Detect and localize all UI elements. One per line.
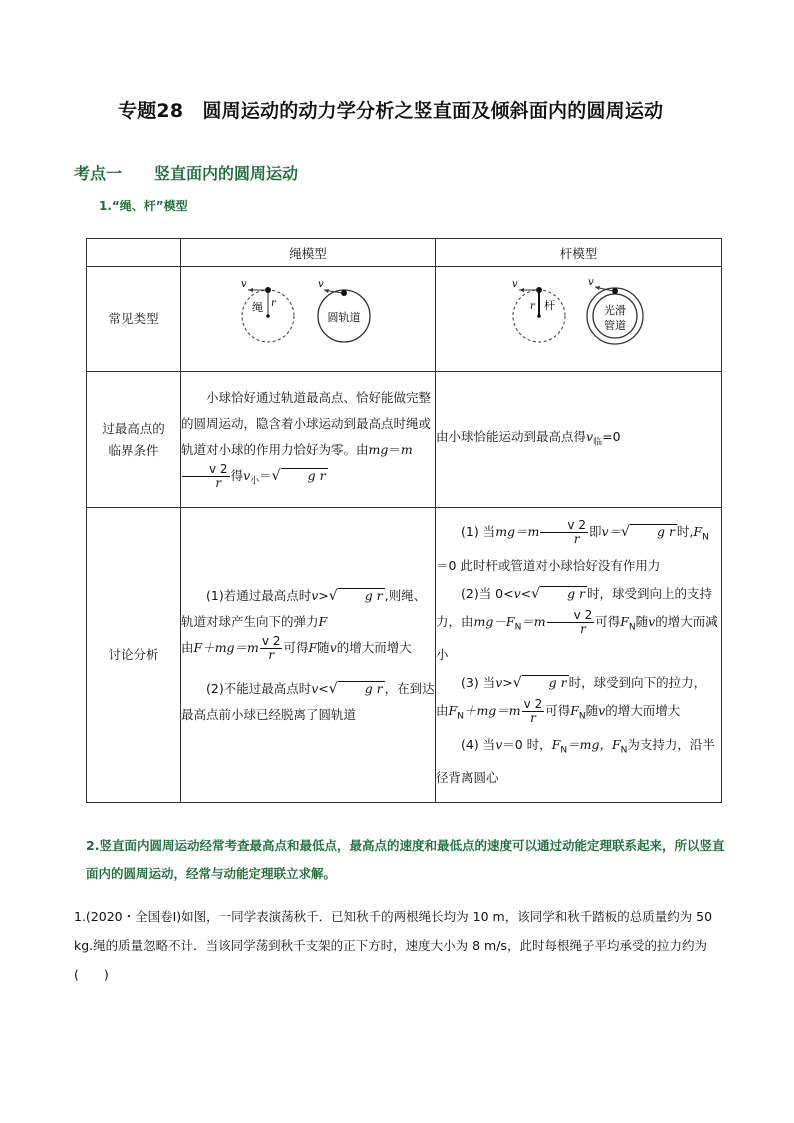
- rope-discussion-p2: 由F＋mg＝m $\frac{v 2}{r}$ 可得F随v的增大而增大: [181, 633, 412, 662]
- rod-label: 杆: [543, 299, 555, 312]
- rope-discussion-p3: (2)不能过最高点时v<√ g r ，在到达最高点前小球已经脱离了圆轨道: [181, 680, 435, 722]
- row-label-critical: [87, 372, 181, 508]
- page-title: 专题28 圆周运动的动力学分析之竖直面及倾斜面内的圆周运动: [118, 100, 664, 122]
- rod-discussion-p3: (3) 当v>√ g r 时，球受到向下的拉力，: [461, 675, 707, 691]
- v-label: v: [511, 279, 518, 290]
- rope-model-diagram: [238, 279, 378, 359]
- row-label-discussion: 讨论分析: [87, 508, 181, 803]
- rod-discussion-p4: (4) 当v＝0 时，$F_N=mg$，$F_N$为支持力，沿半径背离圆心: [436, 736, 715, 785]
- section-note: 2.竖直面内圆周运动经常考查最高点和最低点，最高点的速度和最低点的速度可以通过动能定理联系起来，所以竖直面内的圆周运动，经常与动能定理联立求解。: [86, 838, 725, 881]
- model-table: [86, 238, 722, 803]
- rod-critical-text: 由小球恰能运动到最高点得: [436, 428, 587, 444]
- rope-discussion-cell: [181, 508, 436, 803]
- rope-critical-text: 小球恰好通过轨道最高点、恰好能做完整的圆周运动，隐含着小球运动到最高点时绳或轨道对小球的作用力恰好为零。由: [181, 389, 432, 457]
- sqrt-gr: g r: [281, 468, 328, 483]
- sqrt-icon: √: [328, 680, 338, 697]
- rod-model-diagram: [509, 279, 649, 359]
- sqrt-icon: √: [531, 585, 541, 602]
- rod-discussion-p2: (2)当 0<v<√ g r 时，球受到向上的支持力，由$mg-F_N=m$ $\frac{v 2}{r}$ 可得$F_N$随v的增大而减小: [436, 585, 718, 662]
- sqrt-icon: √: [271, 467, 281, 484]
- center-dot: [266, 314, 270, 318]
- rope-critical-cell: 小球恰好通过轨道最高点、恰好能做完整的圆周运动，隐含着小球运动到最高点时绳或轨道对小球的作用力恰好为零。由mg＝m $\frac{v 2}{r}$ 得$v_小=√$ g r: [181, 372, 436, 508]
- subsection-heading: 1.“绳、杆”模型: [99, 199, 188, 213]
- row-label-critical-line1: 过最高点的: [102, 420, 165, 436]
- section-heading: 考点一 竖直面内的圆周运动: [74, 164, 299, 183]
- r-label: r: [529, 301, 535, 312]
- sqrt-icon: √: [328, 587, 338, 604]
- v-label: v: [241, 279, 247, 290]
- header-rod-model: 杆模型: [436, 239, 722, 267]
- center-dot: [537, 314, 541, 318]
- row-label-critical-line2: 临界条件: [108, 442, 159, 458]
- rod-diagram-cell: [436, 267, 722, 372]
- pipe-label-2: 管道: [603, 319, 626, 332]
- table-row-critical: [87, 372, 722, 508]
- rod-discussion-p1: (1) 当mg＝m $\frac{v 2}{r}$ 即v＝√ g r 时$,F_N=0$ 此时杆或管道对小球恰好没有作用力: [436, 518, 709, 573]
- sqrt-icon: √: [621, 524, 630, 540]
- rope-label: 绳: [252, 301, 263, 314]
- question-1: 1.(2020・全国卷Ⅰ)如图，一同学表演荡秋千．已知秋千的两根绳长均为 10 m，该同学和秋千踏板的总质量约为 50 kg.绳的质量忽略不计．当该同学荡到秋千支架的正下方时，速度大小为 8 m/s，此时每根绳子平均承受的拉力约为( ): [74, 909, 713, 982]
- table-row-discussion: [87, 508, 722, 803]
- arrow-head-icon: [595, 286, 600, 290]
- v-label: v: [587, 279, 594, 288]
- rope-discussion-p1: (1)若通过最高点时v>√ g r ,则绳、轨道对球产生向下的弹力F: [181, 587, 427, 629]
- rod-discussion-p3b: 由$F_N+mg=m$ $\frac{v 2}{r}$ 可得$F_N$随v的增大而增大: [436, 697, 681, 725]
- table-header-row: [87, 239, 722, 267]
- sqrt-icon: √: [512, 675, 522, 691]
- rope-diagram-cell: [181, 267, 436, 372]
- rod-discussion-cell: [436, 508, 722, 803]
- r-label: r: [271, 298, 276, 309]
- v-label: v: [318, 279, 324, 290]
- arrow-head-icon: [324, 289, 329, 293]
- fraction-v2-over-r: $\frac{v 2}{r}$: [182, 463, 230, 490]
- track-label: 圆轨道: [327, 311, 361, 324]
- row-label-types: 常见类型: [87, 267, 181, 372]
- rod-critical-cell: 由小球恰能运动到最高点得$v_临=0$: [436, 372, 722, 508]
- header-rope-model: 绳模型: [181, 239, 436, 267]
- arrow-head-icon: [248, 288, 253, 292]
- table-row-types: [87, 267, 722, 372]
- pipe-label-1: 光滑: [603, 304, 626, 317]
- arrow-head-icon: [519, 288, 524, 292]
